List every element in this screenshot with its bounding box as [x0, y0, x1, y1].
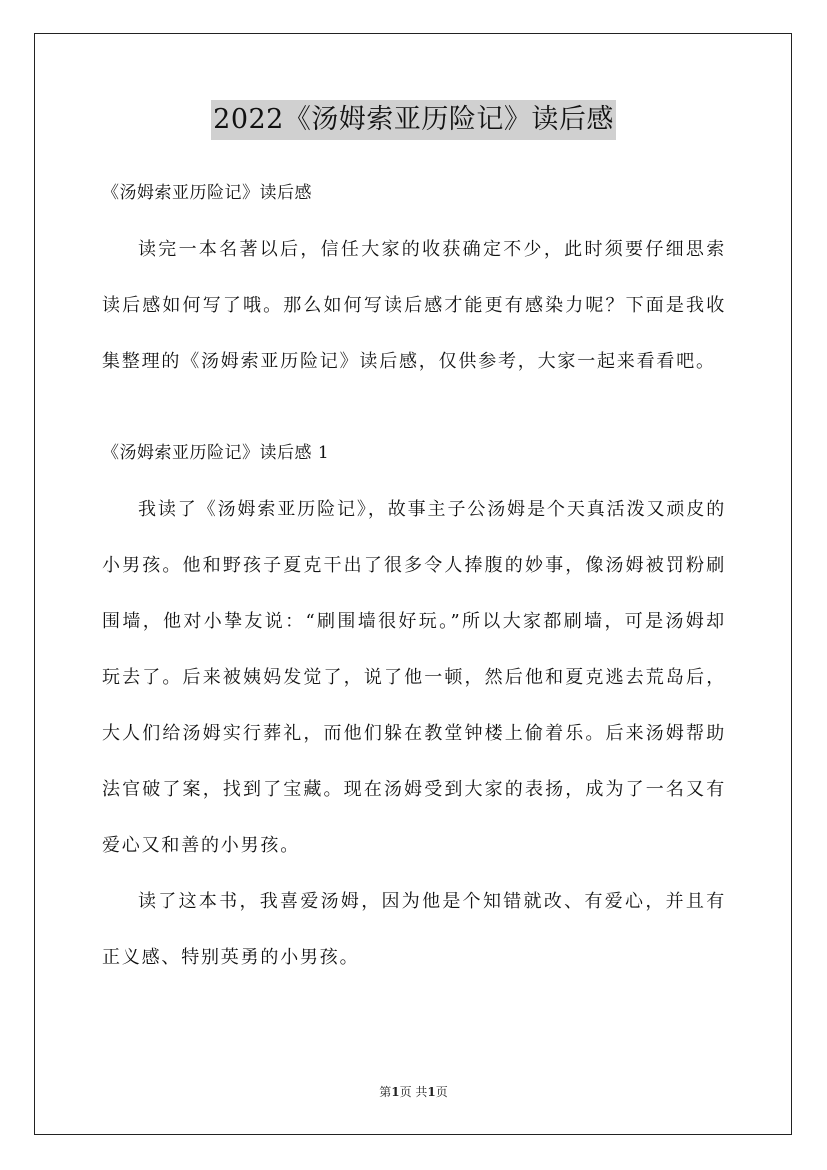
body-paragraph: 读了这本书，我喜爱汤姆，因为他是个知错就改、有爱心，并且有正义感、特别英勇的小男孩。 — [102, 891, 726, 968]
section-spacer — [102, 390, 726, 430]
intro-heading: 《汤姆索亚历险记》读后感 — [102, 183, 312, 203]
document-body — [102, 170, 726, 986]
body-paragraph: 我读了《汤姆索亚历险记》，故事主子公汤姆是个天真活泼又顽皮的小男孩。他和野孩子夏克干出了很多令人捧腹的妙事，像汤姆被罚粉刷围墙，他对小挚友说：“刷围墙很好玩。”所以大家都刷墙，可是汤姆却玩去了。后来被姨妈发觉了，说了他一顿，然后他和夏克逃去荒岛后，大人们给汤姆实行葬礼，而他们躲在教堂钟楼上偷着乐。后来汤姆帮助法官破了案，找到了宝藏。现在汤姆受到大家的表扬，成为了一名又有爱心又和善的小男孩。 — [102, 499, 726, 856]
page-total: 1 — [427, 1085, 436, 1099]
document-title: 2022《汤姆索亚历险记》读后感 — [211, 100, 616, 140]
page-prefix: 第 — [379, 1085, 392, 1099]
section-heading: 《汤姆索亚历险记》读后感 1 — [102, 443, 330, 463]
title-container — [0, 100, 827, 140]
page-mid: 页 共 — [399, 1085, 428, 1099]
page-footer — [0, 1082, 827, 1102]
page-current: 1 — [391, 1085, 400, 1099]
page-suffix: 页 — [435, 1085, 448, 1099]
intro-paragraph: 读完一本名著以后，信任大家的收获确定不少，此时须要仔细思索读后感如何写了哦。那么如何写读后感才能更有感染力呢？下面是我收集整理的《汤姆索亚历险记》读后感，仅供参考，大家一起来看看吧。 — [102, 239, 726, 372]
